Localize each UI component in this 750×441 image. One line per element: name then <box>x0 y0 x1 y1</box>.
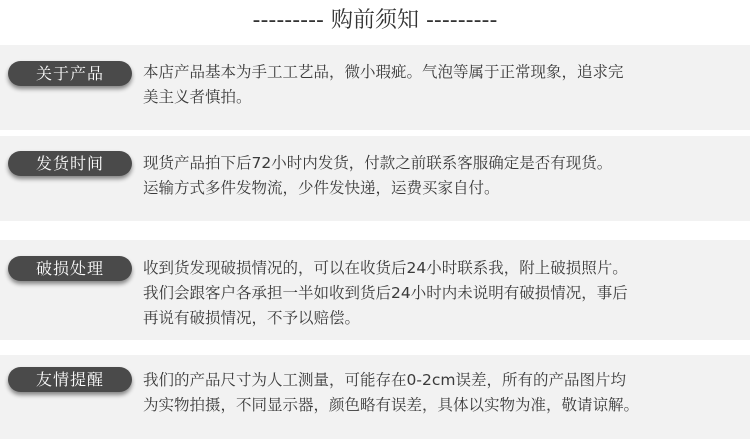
desc-line: 再说有破损情况，不予以赔偿。 <box>143 309 361 327</box>
desc-line: 运输方式多件发物流，少件发快递，运费买家自付。 <box>143 179 500 197</box>
tag-about-product: 关于产品 <box>8 61 132 86</box>
desc-line: 我们会跟客户各承担一半如收到货后24小时内未说明有破损情况，事后 <box>143 284 628 302</box>
desc-line: 我们的产品尺寸为人工测量，可能存在0-2cm误差，所有的产品图片均 <box>143 371 626 389</box>
desc-damage-handling <box>143 256 628 331</box>
tag-friendly-reminder: 友情提醒 <box>8 367 132 392</box>
desc-about-product <box>143 60 624 110</box>
desc-line: 现货产品拍下后72小时内发货，付款之前联系客服确定是否有现货。 <box>143 154 613 172</box>
desc-line: 为实物拍摄，不同显示器，颜色略有误差，具体以实物为准，敬请谅解。 <box>143 396 640 414</box>
page-title: --------- 购前须知 --------- <box>252 8 498 33</box>
tag-shipping-time: 发货时间 <box>8 151 132 176</box>
desc-friendly-reminder <box>143 368 639 418</box>
desc-line: 本店产品基本为手工工艺品，微小瑕疵。气泡等属于正常现象，追求完 <box>143 63 624 81</box>
desc-shipping-time <box>143 151 612 201</box>
tag-damage-handling: 破损处理 <box>8 256 132 281</box>
desc-line: 美主义者慎拍。 <box>143 88 252 106</box>
desc-line: 收到货发现破损情况的，可以在收货后24小时联系我，附上破损照片。 <box>143 259 628 277</box>
